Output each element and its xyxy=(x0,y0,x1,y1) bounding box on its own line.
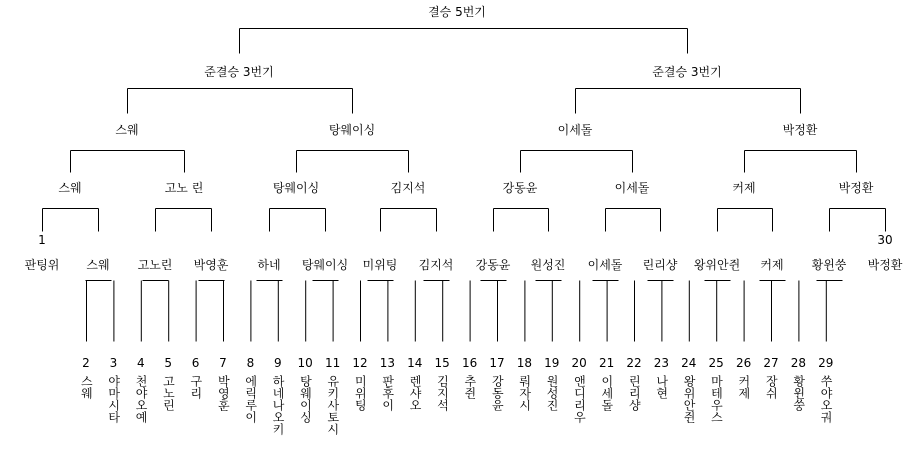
quarterfinal-winner: 박정환 xyxy=(782,123,818,137)
qualifier-name: 야마시타 xyxy=(106,375,121,423)
round32-player: 왕위안쥔 xyxy=(693,258,741,272)
round32-player: 미위팅 xyxy=(362,258,398,272)
seed-number: 26 xyxy=(735,356,752,370)
qualifier-name: 하네나오키 xyxy=(271,375,286,435)
seed-number: 19 xyxy=(544,356,560,370)
seed-number: 24 xyxy=(681,356,697,370)
qualifier-name: 박영훈 xyxy=(216,375,231,411)
round32-player: 탕웨이싱 xyxy=(301,258,349,272)
qualifier-name: 앤디리우 xyxy=(572,375,587,423)
qualifier-name: 마테우스 xyxy=(709,375,724,423)
qualifier-name: 판후이 xyxy=(380,375,395,411)
seed-number: 28 xyxy=(790,356,807,370)
quarterfinal-winner: 스웨 xyxy=(115,123,139,137)
seed-number: 8 xyxy=(246,356,255,370)
seed-number: 11 xyxy=(324,356,341,370)
seed-number: 10 xyxy=(297,356,313,370)
round16-winner: 스웨 xyxy=(58,181,82,195)
qualifier-name: 장쉬 xyxy=(764,375,779,399)
seed-number: 29 xyxy=(818,356,834,370)
qualifier-name: 구리 xyxy=(188,375,203,399)
seed-number: 3 xyxy=(109,356,118,370)
round32-player: 김지석 xyxy=(418,258,454,272)
qualifier-name: 김지석 xyxy=(435,375,450,411)
seed-number: 13 xyxy=(379,356,396,370)
round16-winner: 이세돌 xyxy=(614,181,650,195)
seed-number: 27 xyxy=(763,356,779,370)
round32-player: 박정환 xyxy=(867,258,903,272)
qualifier-name: 에릭루이 xyxy=(243,375,258,423)
round16-winner: 김지석 xyxy=(390,181,426,195)
round32-player: 고노린 xyxy=(137,258,173,272)
round32-player: 박영훈 xyxy=(193,258,229,272)
seed-number: 17 xyxy=(489,356,505,370)
seed-number: 12 xyxy=(352,356,368,370)
qualifier-name: 탕웨이싱 xyxy=(298,375,313,423)
seed-number: 14 xyxy=(407,356,423,370)
qualifier-name: 이세돌 xyxy=(599,375,614,411)
qualifier-name: 나현 xyxy=(654,375,669,399)
qualifier-name: 쑤야오궈 xyxy=(819,375,834,423)
round32-player: 린리샹 xyxy=(642,258,678,272)
semifinal-label: 준결승 3번기 xyxy=(204,65,274,79)
seed-number: 15 xyxy=(434,356,450,370)
round32-player: 판팅위 xyxy=(24,258,60,272)
qualifier-name: 강동윤 xyxy=(490,375,505,411)
qualifier-name: 원성진 xyxy=(545,375,560,411)
round16-winner: 강동윤 xyxy=(502,181,538,195)
seed-number: 7 xyxy=(219,356,227,370)
qualifier-name: 스웨 xyxy=(79,375,94,399)
qualifier-name: 린리샹 xyxy=(627,375,642,411)
qualifier-name: 뤄자시 xyxy=(517,375,532,411)
seed-number: 18 xyxy=(516,356,533,370)
seed-number: 5 xyxy=(164,356,173,370)
qualifier-name: 고노린 xyxy=(161,375,176,411)
round16-winner: 고노 린 xyxy=(164,181,204,195)
round32-player: 커제 xyxy=(760,258,784,272)
final-label: 결승 5번기 xyxy=(428,5,486,19)
qualifier-name: 미위팅 xyxy=(353,375,368,411)
seed-number: 25 xyxy=(708,356,724,370)
seed-number: 22 xyxy=(626,356,642,370)
seed-number: 6 xyxy=(191,356,200,370)
round32-player: 황윈쑹 xyxy=(811,258,847,272)
qualifier-name: 커제 xyxy=(736,375,751,399)
seed-number: 30 xyxy=(877,233,893,247)
round16-winner: 박정환 xyxy=(838,181,874,195)
qualifier-name: 천야오예 xyxy=(134,375,149,423)
round32-player: 원성진 xyxy=(530,258,566,272)
qualifier-name: 렌샤오 xyxy=(408,375,423,411)
seed-number: 1 xyxy=(38,233,46,247)
round32-player: 이세돌 xyxy=(587,258,623,272)
seed-number: 16 xyxy=(461,356,478,370)
round16-winner: 탕웨이싱 xyxy=(272,181,320,195)
round32-player: 하네 xyxy=(257,258,281,272)
qualifier-name: 추쥔 xyxy=(462,375,477,399)
seed-number: 2 xyxy=(82,356,90,370)
round16-winner: 커제 xyxy=(732,181,756,195)
seed-number: 4 xyxy=(136,356,145,370)
semifinal-label: 준결승 3번기 xyxy=(652,65,722,79)
round32-player: 강동윤 xyxy=(475,258,511,272)
quarterfinal-winner: 이세돌 xyxy=(557,123,593,137)
qualifier-name: 왕위안쥔 xyxy=(682,375,697,423)
seed-number: 23 xyxy=(653,356,670,370)
round32-player: 스웨 xyxy=(86,258,110,272)
qualifier-name: 황윈쑹 xyxy=(791,375,806,411)
quarterfinal-winner: 탕웨이싱 xyxy=(328,123,376,137)
seed-number: 9 xyxy=(273,356,282,370)
seed-number: 20 xyxy=(571,356,587,370)
qualifier-name: 유키사토시 xyxy=(325,375,340,435)
seed-number: 21 xyxy=(598,356,615,370)
